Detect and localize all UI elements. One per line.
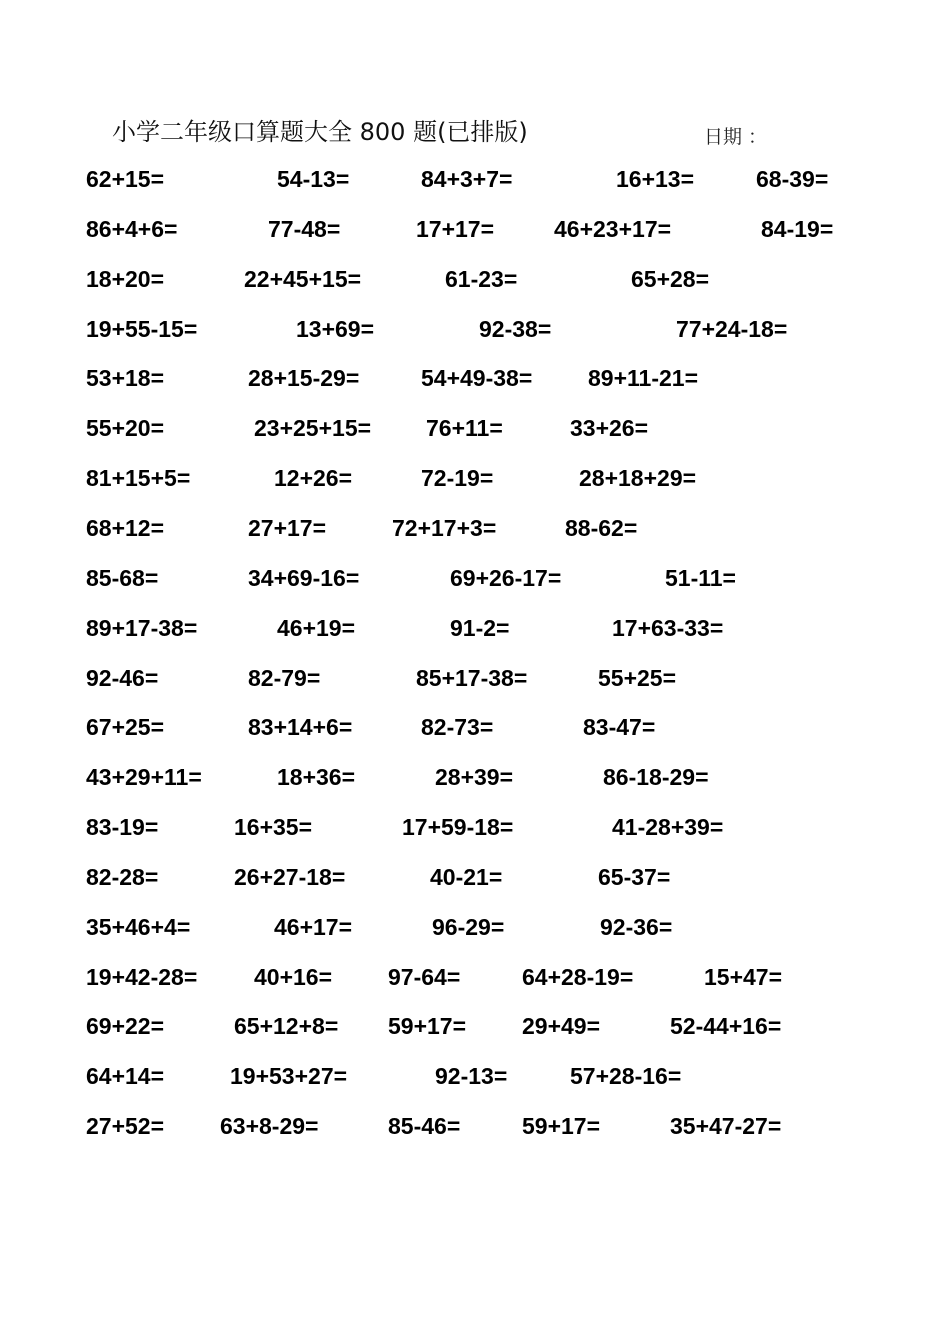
arithmetic-problem: 41-28+39=: [612, 814, 724, 840]
arithmetic-problem: 85+17-38=: [416, 665, 528, 691]
arithmetic-problem: 88-62=: [565, 515, 638, 541]
arithmetic-problem: 28+18+29=: [579, 465, 697, 491]
arithmetic-problem: 67+25=: [86, 714, 165, 740]
problem-row: [0, 316, 950, 356]
arithmetic-problem: 92-46=: [86, 665, 159, 691]
arithmetic-problem: 68-39=: [756, 166, 829, 192]
arithmetic-problem: 43+29+11=: [86, 764, 202, 790]
arithmetic-problem: 81+15+5=: [86, 465, 191, 491]
arithmetic-problem: 46+23+17=: [554, 216, 672, 242]
problem-row: [0, 1113, 950, 1153]
arithmetic-problem: 27+17=: [248, 515, 327, 541]
arithmetic-problem: 62+15=: [86, 166, 165, 192]
arithmetic-problem: 77+24-18=: [676, 316, 788, 342]
problem-row: [0, 764, 950, 804]
arithmetic-problem: 86-18-29=: [603, 764, 709, 790]
arithmetic-problem: 59+17=: [522, 1113, 601, 1139]
problem-row: [0, 864, 950, 904]
arithmetic-problem: 17+63-33=: [612, 615, 724, 641]
arithmetic-problem: 92-13=: [435, 1063, 508, 1089]
worksheet-title: 小学二年级口算题大全 800 题(已排版): [112, 118, 528, 146]
arithmetic-problem: 54+49-38=: [421, 365, 533, 391]
arithmetic-problem: 64+14=: [86, 1063, 165, 1089]
arithmetic-problem: 77-48=: [268, 216, 341, 242]
arithmetic-problem: 29+49=: [522, 1013, 601, 1039]
arithmetic-problem: 55+20=: [86, 415, 165, 441]
problem-row: [0, 565, 950, 605]
arithmetic-problem: 52-44+16=: [670, 1013, 782, 1039]
problem-row: [0, 415, 950, 455]
problem-row: [0, 615, 950, 655]
arithmetic-problem: 46+17=: [274, 914, 353, 940]
arithmetic-problem: 92-38=: [479, 316, 552, 342]
arithmetic-problem: 54-13=: [277, 166, 350, 192]
arithmetic-problem: 19+53+27=: [230, 1063, 348, 1089]
arithmetic-problem: 28+39=: [435, 764, 514, 790]
arithmetic-problem: 82-73=: [421, 714, 494, 740]
problem-row: [0, 665, 950, 705]
arithmetic-problem: 51-11=: [665, 565, 736, 591]
arithmetic-problem: 34+69-16=: [248, 565, 360, 591]
problem-row: [0, 166, 950, 206]
problem-row: [0, 1013, 950, 1053]
arithmetic-problem: 27+52=: [86, 1113, 165, 1139]
arithmetic-problem: 35+46+4=: [86, 914, 191, 940]
arithmetic-problem: 82-28=: [86, 864, 159, 890]
arithmetic-problem: 76+11=: [426, 415, 503, 441]
date-label: 日期 ：: [704, 126, 768, 148]
arithmetic-problem: 61-23=: [445, 266, 518, 292]
arithmetic-problem: 19+55-15=: [86, 316, 198, 342]
arithmetic-problem: 26+27-18=: [234, 864, 346, 890]
problem-row: [0, 216, 950, 256]
arithmetic-problem: 55+25=: [598, 665, 677, 691]
arithmetic-problem: 40-21=: [430, 864, 503, 890]
arithmetic-problem: 89+17-38=: [86, 615, 198, 641]
arithmetic-problem: 57+28-16=: [570, 1063, 682, 1089]
arithmetic-problem: 65-37=: [598, 864, 671, 890]
arithmetic-problem: 83+14+6=: [248, 714, 353, 740]
arithmetic-problem: 69+22=: [86, 1013, 165, 1039]
arithmetic-problem: 64+28-19=: [522, 964, 634, 990]
arithmetic-problem: 16+13=: [616, 166, 695, 192]
arithmetic-problem: 16+35=: [234, 814, 313, 840]
arithmetic-problem: 59+17=: [388, 1013, 467, 1039]
arithmetic-problem: 68+12=: [86, 515, 165, 541]
problem-row: [0, 515, 950, 555]
arithmetic-problem: 63+8-29=: [220, 1113, 319, 1139]
arithmetic-problem: 13+69=: [296, 316, 375, 342]
arithmetic-problem: 40+16=: [254, 964, 333, 990]
arithmetic-problem: 82-79=: [248, 665, 321, 691]
problem-row: [0, 714, 950, 754]
arithmetic-problem: 85-46=: [388, 1113, 461, 1139]
arithmetic-problem: 97-64=: [388, 964, 461, 990]
arithmetic-problem: 28+15-29=: [248, 365, 360, 391]
arithmetic-problem: 89+11-21=: [588, 365, 699, 391]
arithmetic-problem: 23+25+15=: [254, 415, 372, 441]
arithmetic-problem: 85-68=: [86, 565, 159, 591]
arithmetic-problem: 19+42-28=: [86, 964, 198, 990]
problem-row: [0, 914, 950, 954]
arithmetic-problem: 53+18=: [86, 365, 165, 391]
arithmetic-problem: 69+26-17=: [450, 565, 562, 591]
arithmetic-problem: 72+17+3=: [392, 515, 497, 541]
arithmetic-problem: 33+26=: [570, 415, 649, 441]
arithmetic-problem: 35+47-27=: [670, 1113, 782, 1139]
problem-row: [0, 814, 950, 854]
arithmetic-problem: 65+12+8=: [234, 1013, 339, 1039]
arithmetic-problem: 83-47=: [583, 714, 656, 740]
arithmetic-problem: 83-19=: [86, 814, 159, 840]
arithmetic-problem: 86+4+6=: [86, 216, 178, 242]
arithmetic-problem: 15+47=: [704, 964, 783, 990]
arithmetic-problem: 46+19=: [277, 615, 356, 641]
arithmetic-problem: 84+3+7=: [421, 166, 513, 192]
problem-row: [0, 266, 950, 306]
arithmetic-problem: 12+26=: [274, 465, 353, 491]
arithmetic-problem: 17+59-18=: [402, 814, 514, 840]
problem-row: [0, 365, 950, 405]
arithmetic-problem: 18+20=: [86, 266, 165, 292]
arithmetic-problem: 96-29=: [432, 914, 505, 940]
arithmetic-problem: 84-19=: [761, 216, 834, 242]
arithmetic-problem: 91-2=: [450, 615, 510, 641]
problem-row: [0, 964, 950, 1004]
arithmetic-problem: 92-36=: [600, 914, 673, 940]
arithmetic-problem: 65+28=: [631, 266, 710, 292]
arithmetic-problem: 22+45+15=: [244, 266, 362, 292]
arithmetic-problem: 17+17=: [416, 216, 495, 242]
arithmetic-problem: 72-19=: [421, 465, 494, 491]
problem-row: [0, 1063, 950, 1103]
arithmetic-problem: 18+36=: [277, 764, 356, 790]
problem-row: [0, 465, 950, 505]
